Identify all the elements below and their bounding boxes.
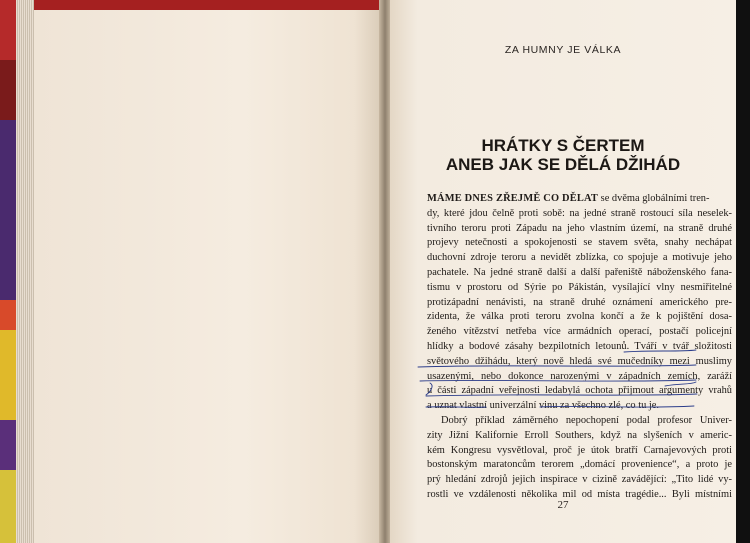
left-page-blank [34, 10, 382, 543]
text-line: protizápadní nenávisti, na straně druhé oznámení amerického pre- [427, 296, 732, 308]
text-line: ženého vítězství netřeba více armádních operací, postačí policejní [427, 326, 732, 338]
body-text [427, 192, 732, 503]
background-edge [736, 0, 750, 543]
text-line: pachatele. Na jedné straně další a další pařeniště náboženského fana- [427, 266, 732, 278]
page-block-edge [16, 0, 34, 543]
text-line: duchovní zdroje teroru a nevidět zblízka, co spojuje a motivuje jeho [427, 252, 732, 264]
text-line: kém Kongresu vysvětloval, proč je útok bratří Carnajevových proti [427, 444, 732, 456]
chapter-title [390, 136, 736, 174]
running-head: ZA HUMNY JE VÁLKA [504, 44, 622, 56]
right-page [390, 0, 736, 543]
text-line: světového džihádu, který nově hledá své mučedníky mezi muslimy [427, 355, 732, 367]
lead-in: MÁME DNES ZŘEJMĚ CO DĚLAT [427, 193, 599, 204]
text-line: rostli ve vzdálenosti několika mil od místa tragédie... Byli místními [427, 488, 732, 500]
text-line: projevy netečnosti a spokojenosti se stavem světa, snahy nechápat [427, 237, 732, 249]
text-line: zity Jižní Kalifornie Erroll Southers, když na slyšeních v americ- [427, 429, 732, 441]
text-line: tismu v prostoru od Sýrie po Pákistán, vysílající vlny nesmiřitelné [427, 281, 732, 293]
text-line: hlídky a bodové zásahy bezpilotních letounů. Tváří v tvář složitosti [427, 340, 732, 352]
text-line [427, 192, 732, 207]
text-line: zidenta, že válka proti teroru zvolna končí a že k pojištění dosa- [427, 311, 732, 323]
text-line: prý hledání zdrojů jejich inspirace v cizině zavádějící: „Tito lidé vy- [427, 474, 732, 486]
text-line: usazenými, nebo dokonce narozenými v západních zemích, zaráží [427, 370, 732, 382]
text-line: dy, které jdou čelně proti sobě: na jedné straně rostoucí síla neselek- [427, 207, 732, 219]
text-line-rest: se dvěma globálními tren- [598, 193, 710, 204]
book-cover-edge [0, 0, 16, 543]
text-line: u části západní veřejnosti ledabylá ochota přijmout argumenty vrahů [427, 385, 732, 397]
page-number: 27 [557, 499, 569, 511]
chapter-title-line-2: ANEB JAK SE DĚLÁ DŽIHÁD [445, 155, 681, 174]
text-line: tivního teroru proti Západu na jeho vlastním území, na straně druhé [427, 222, 732, 234]
chapter-title-line-1: HRÁTKY S ČERTEM [481, 136, 645, 155]
text-line: a uznat vlastní univerzální vinu za všechno zlé, co tu je. [427, 400, 659, 412]
text-line: bostonským maratoncům terorem „domácí provenience“, a proto je [427, 459, 732, 471]
text-line: Dobrý příklad záměrného nepochopení podal profesor Univer- [441, 414, 732, 426]
